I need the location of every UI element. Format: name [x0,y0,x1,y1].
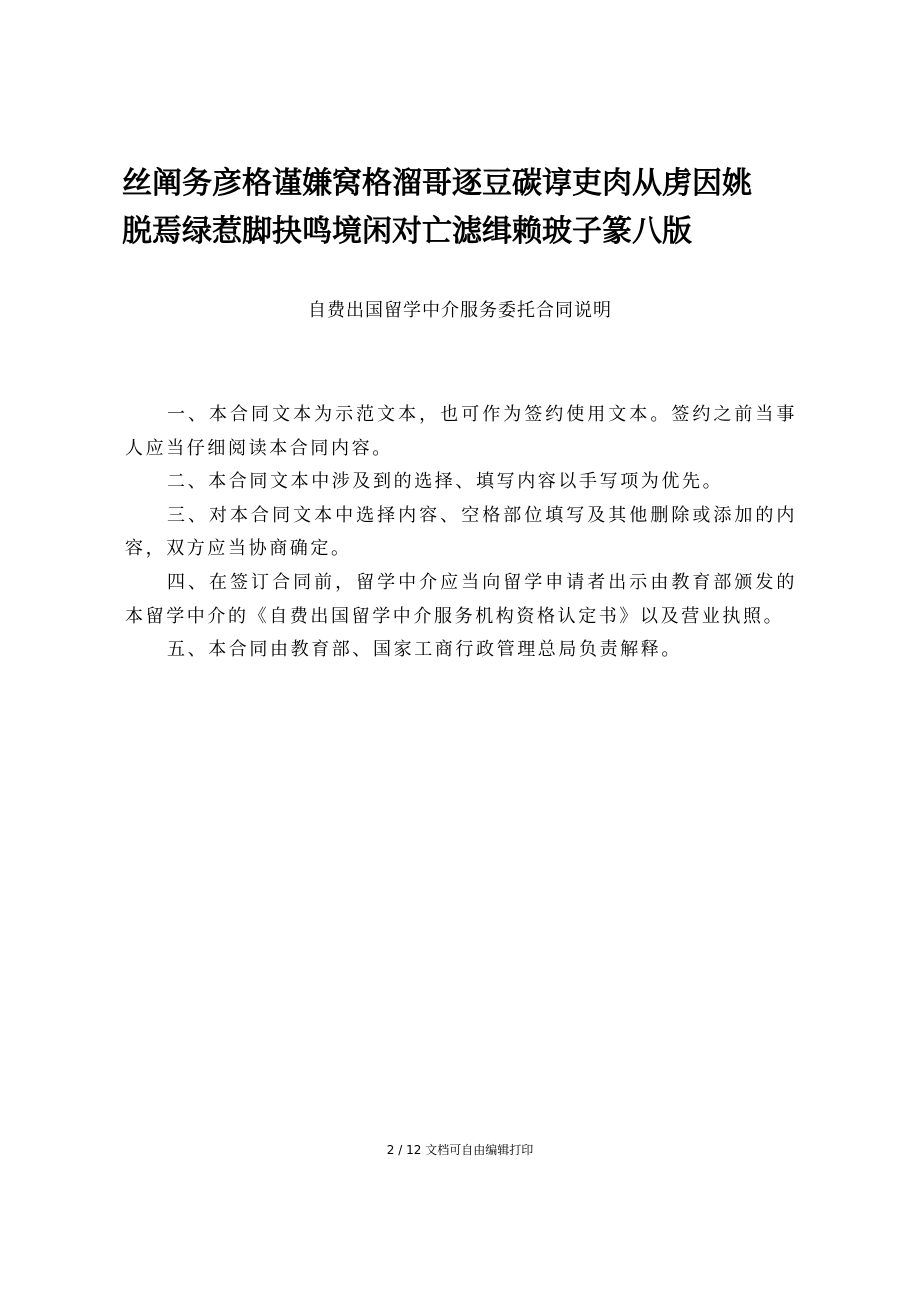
document-subtitle: 自费出国留学中介服务委托合同说明 [308,300,612,321]
document-body [125,398,797,667]
paragraph-5: 五、本合同由教育部、国家工商行政管理总局负责解释。 [167,639,682,661]
document-heading [122,160,802,256]
heading-line-2: 脱焉绿惹脚抉鸣境闲对亡滤缉赖玻子篆八版 [122,214,692,249]
heading-line-1: 丝阐务彦格谨嫌窝格溜哥逐豆碳谆吏肉从虏因姚 [122,166,752,201]
paragraph-1: 一、本合同文本为示范文本，也可作为签约使用文本。签约之前当事人应当仔细阅读本合同内容。 [125,404,797,459]
paragraph-3: 三、对本合同文本中选择内容、空格部位填写及其他删除或添加的内容，双方应当协商确定。 [125,504,797,560]
page-footer: 2 / 12 文档可自由编辑打印 [386,1143,534,1157]
paragraph-4: 四、在签订合同前，留学中介应当向留学申请者出示由教育部颁发的本留学中介的《自费出国留学中介服务机构资格认定书》以及营业执照。 [125,571,797,627]
paragraph-2: 二、本合同文本中涉及到的选择、填写内容以手写项为优先。 [167,471,724,493]
